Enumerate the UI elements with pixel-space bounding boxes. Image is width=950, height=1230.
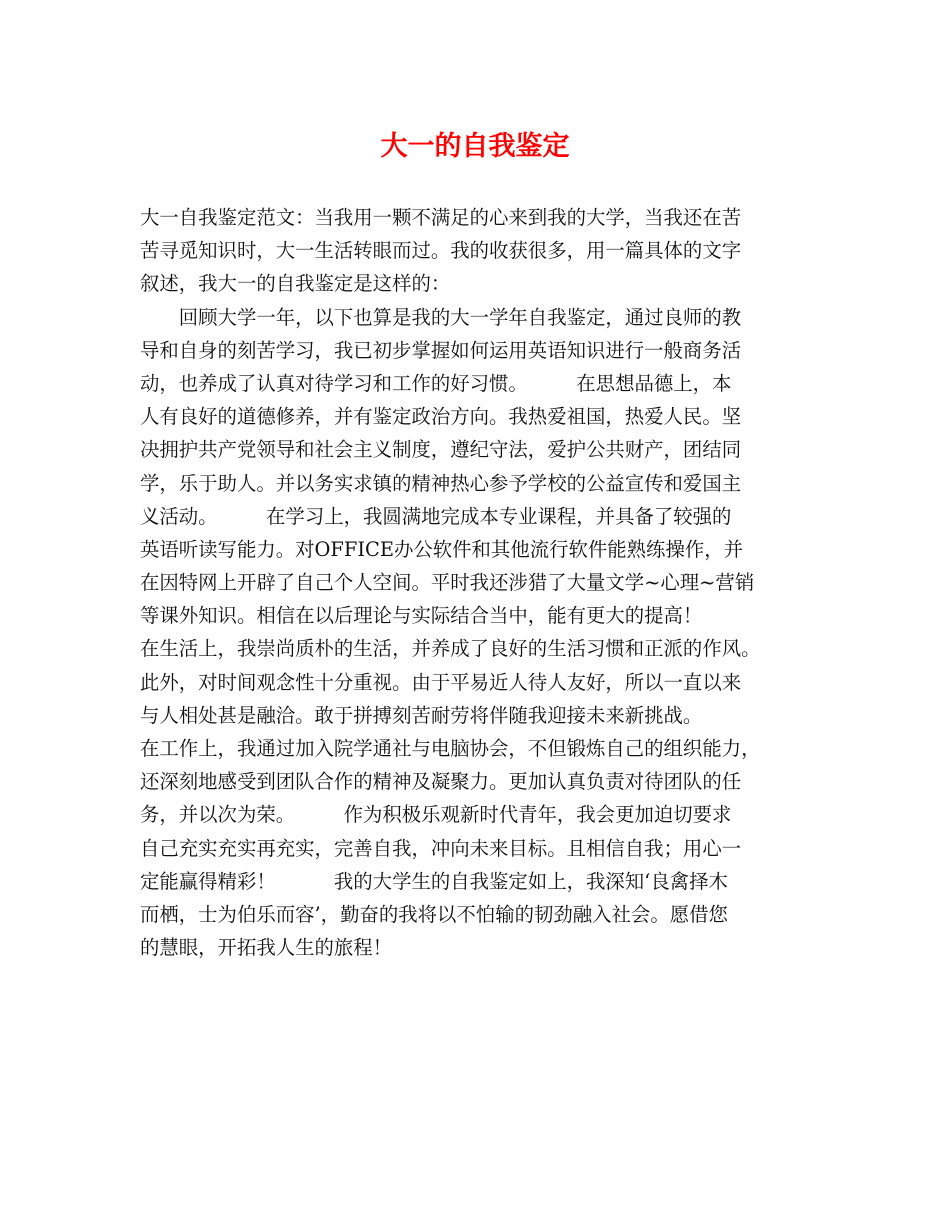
body-line: 在工作上，我通过加入院学通社与电脑协会，不但锻炼自己的组织能力，: [140, 737, 761, 760]
body-line: 决拥护共产党领导和社会主义制度，遵纪守法，爱护公共财产，团结同: [140, 438, 742, 462]
body-line: 在生活上，我崇尚质朴的生活，并养成了良好的生活习惯和正派的作风。: [140, 637, 761, 661]
body-line: 苦寻觅知识时，大一生活转眼而过。我的收获很多，用一篇具体的文字: [140, 239, 742, 263]
body-line: 的慧眼，开拓我人生的旅程！: [140, 936, 393, 960]
body-line: 动，也养成了认真对待学习和工作的好习惯。 在思想品德上，本: [140, 371, 732, 395]
document-body: [140, 201, 822, 964]
document-title: 大一的自我鉴定: [380, 131, 570, 162]
body-line: 而栖，士为伯乐而容’，勤奋的我将以不怕输的韧劲融入社会。愿借您: [140, 902, 728, 926]
body-line: 人有良好的道德修养，并有鉴定政治方向。我热爱祖国，热爱人民。坚: [140, 405, 742, 429]
body-line: 学，乐于助人。并以务实求镇的精神热心参予学校的公益宣传和爱国主: [140, 471, 742, 495]
body-line: 义活动。 在学习上，我圆满地完成本专业课程，并具备了较强的: [140, 504, 732, 528]
body-line: 定能赢得精彩！ 我的大学生的自我鉴定如上，我深知‘良禽择木: [140, 869, 728, 893]
body-line: 英语听读写能力。对OFFICE办公软件和其他流行软件能熟练操作，并: [140, 537, 744, 561]
body-line: 自己充实充实再充实，完善自我，冲向未来目标。且相信自我；用心一: [140, 836, 742, 860]
body-line: 此外，对时间观念性十分重视。由于平易近人待人友好，所以一直以来: [140, 670, 742, 694]
body-line: 在因特网上开辟了自己个人空间。平时我还涉猎了大量文学~心理~营销: [140, 571, 755, 595]
body-line: 务，并以次为荣。 作为积极乐观新时代青年，我会更加迫切要求: [140, 803, 732, 827]
body-line: 叙述，我大一的自我鉴定是这样的：: [140, 272, 451, 296]
body-line: 还深刻地感受到团队合作的精神及凝聚力。更加认真负责对待团队的任: [140, 770, 742, 794]
body-line: 回顾大学一年，以下也算是我的大一学年自我鉴定，通过良师的教: [140, 305, 742, 329]
body-line: 导和自身的刻苦学习，我已初步掌握如何运用英语知识进行一般商务活: [140, 338, 742, 362]
body-line: 与人相处甚是融洽。敢于拼搏刻苦耐劳将伴随我迎接未来新挑战。: [140, 703, 703, 727]
body-line: 等课外知识。相信在以后理论与实际结合当中，能有更大的提高！: [140, 604, 703, 628]
body-line: 大一自我鉴定范文：当我用一颗不满足的心来到我的大学，当我还在苦: [140, 206, 742, 229]
